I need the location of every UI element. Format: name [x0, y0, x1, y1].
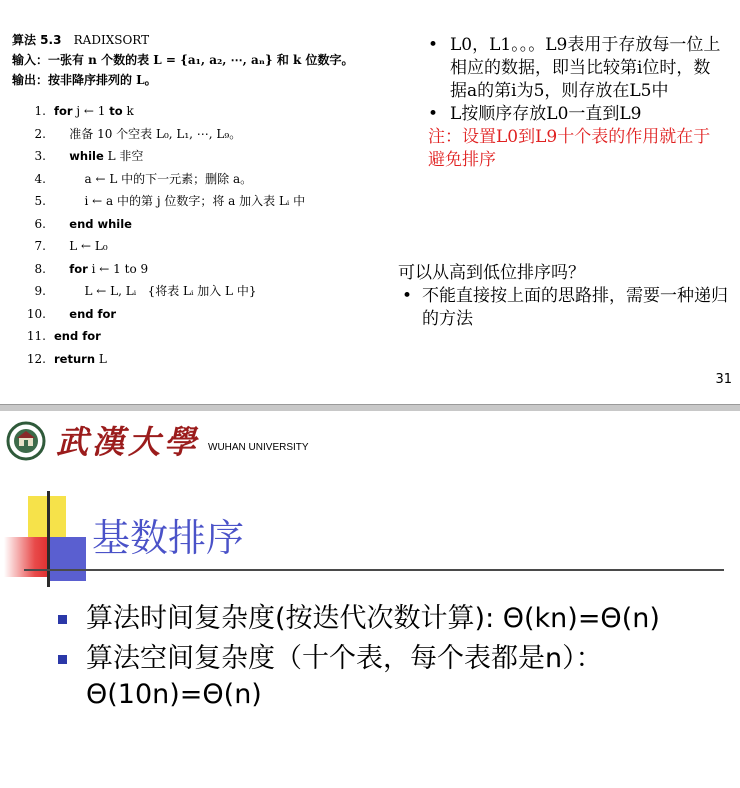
note-item	[424, 34, 724, 103]
line-number: 11.	[26, 329, 46, 344]
slide-divider	[0, 404, 740, 411]
note-red-text: 注：设置L0到L9十个表的作用就在于避免排序	[428, 127, 711, 170]
code-text: j ← 1	[72, 104, 110, 119]
algorithm-lines	[12, 100, 412, 370]
square-bullet-icon	[58, 641, 86, 713]
line-number: 10.	[26, 306, 46, 321]
note-item	[424, 103, 724, 126]
line-number: 9.	[34, 284, 46, 299]
bullet-list	[58, 601, 730, 717]
code-text	[54, 149, 69, 163]
algorithm-line	[12, 348, 412, 371]
line-number: 3.	[34, 149, 46, 164]
code-text: L 非空	[103, 149, 144, 164]
page-number: 31	[715, 372, 732, 387]
line-number: 5.	[34, 194, 46, 209]
algorithm-line	[12, 123, 412, 146]
answer-item	[398, 285, 728, 331]
line-number: 7.	[34, 239, 46, 254]
answer-text: 不能直接按上面的思路排，需要一种递归的方法	[422, 286, 728, 329]
university-logo-icon	[6, 421, 46, 461]
university-name-en: WUHAN UNIVERSITY	[208, 442, 309, 453]
code-text	[54, 262, 69, 276]
algorithm-input: 输入：一张有 n 个数的表 L = {a₁, a₂, ⋯, aₙ} 和 k 位数字。	[12, 53, 354, 67]
deco-red-square	[4, 537, 48, 577]
line-number: 4.	[34, 171, 46, 186]
line-number: 1.	[34, 104, 46, 119]
bullet-text: 算法空间复杂度（十个表，每个表都是n）： Θ(10n)=Θ(n)	[86, 643, 603, 710]
line-number: 2.	[34, 126, 46, 141]
line-number: 12.	[26, 351, 46, 366]
algorithm-line	[12, 145, 412, 168]
keyword: to	[109, 104, 123, 119]
title-underline	[24, 569, 724, 571]
algorithm-line	[12, 280, 412, 303]
line-number: 8.	[34, 261, 46, 276]
algorithm-name: RADIXSORT	[73, 33, 150, 47]
algorithm-label: 算法 5.3	[12, 33, 62, 47]
notes-list	[424, 34, 724, 172]
algorithm-line	[12, 258, 412, 281]
algorithm-line	[12, 100, 412, 123]
bullet-dot-icon: •	[428, 35, 439, 55]
algorithm-box	[12, 30, 412, 370]
keyword: for	[54, 104, 73, 119]
algorithm-line	[12, 213, 412, 236]
bullet-dot-icon: •	[428, 104, 439, 124]
code-text	[54, 217, 69, 231]
algorithm-line	[12, 235, 412, 258]
deco-vertical-line	[47, 491, 50, 587]
code-text: i ← 1 to 9	[87, 261, 149, 276]
question-text: 可以从高到低位排序吗？	[398, 263, 585, 283]
algorithm-line	[12, 303, 412, 326]
slide-title: 基数排序	[92, 516, 245, 560]
deco-blue-square	[48, 537, 86, 581]
keyword: for	[69, 261, 88, 276]
algorithm-output: 输出：按非降序排列的 L。	[12, 73, 157, 87]
university-name-cn: 武漢大學	[56, 423, 201, 461]
code-text: a ← L 中的下一元素；删除 a。	[54, 171, 253, 186]
keyword: end for	[69, 306, 117, 321]
code-text: L	[95, 351, 107, 366]
square-bullet-icon	[58, 601, 86, 637]
keyword: return	[54, 351, 96, 366]
code-text: 准备 10 个空表 L₀, L₁, ⋯, L₉。	[54, 126, 242, 141]
slide-radix-sort	[0, 411, 740, 788]
code-text	[54, 307, 69, 321]
code-text: L ← L, Lᵢ {将表 Lᵢ 加入 L 中}	[54, 284, 257, 299]
note-text: L按顺序存放L0一直到L9	[450, 104, 642, 124]
question-block	[398, 262, 728, 331]
keyword: end while	[69, 216, 132, 231]
note-text: L0，L1。。。L9表用于存放每一位上相应的数据，即当比较第i位时，数据a的第i为5，则存放在L5中	[450, 35, 721, 101]
code-text: k	[122, 104, 134, 119]
line-number: 6.	[34, 216, 46, 231]
algorithm-line	[12, 168, 412, 191]
bullet-text: 算法时间复杂度(按迭代次数计算): Θ(kn)=Θ(n)	[86, 603, 660, 634]
algorithm-line	[12, 325, 412, 348]
bullet-item	[58, 641, 730, 713]
code-text: L ← L₀	[54, 239, 108, 254]
keyword: end for	[54, 329, 101, 344]
code-text: i ← a 中的第 j 位数字；将 a 加入表 Lᵢ 中	[54, 194, 306, 209]
algorithm-title	[12, 30, 412, 50]
bullet-dot-icon: •	[402, 286, 413, 306]
bullet-item	[58, 601, 730, 637]
algorithm-line	[12, 190, 412, 213]
keyword: while	[69, 149, 104, 164]
